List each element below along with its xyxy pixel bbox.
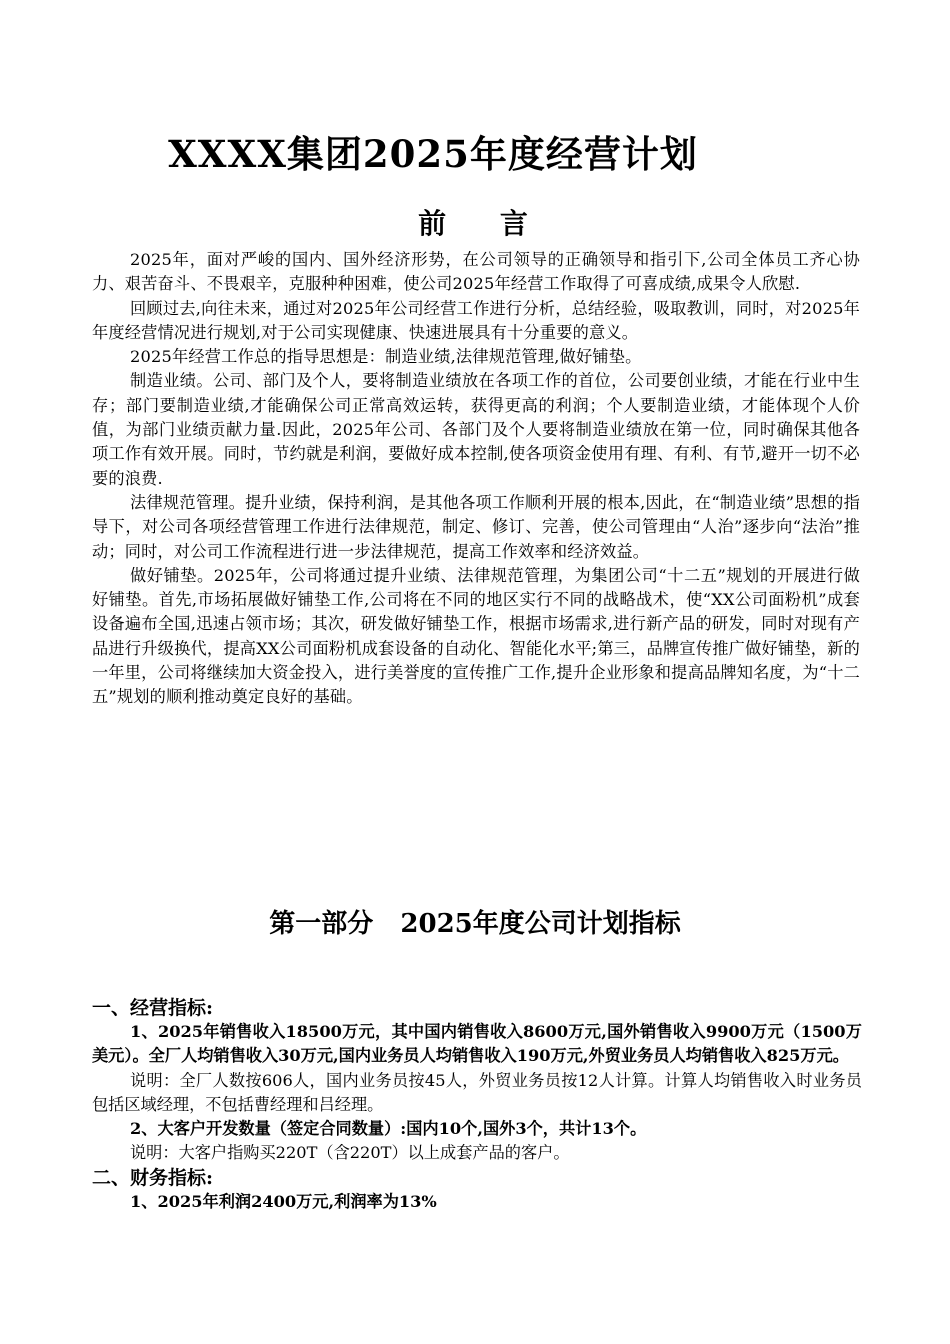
document-title: XXXX集团2025年度经营计划 xyxy=(168,132,698,176)
preface-paragraph: 2025年，面对严峻的国内、国外经济形势，在公司领导的正确领导和指引下,公司全体员工齐心协力、艰苦奋斗、不畏艰辛，克服种种困难，使公司2025年经营工作取得了可喜成绩,成果令人欣慰. xyxy=(92,250,860,294)
key-clients-item: 2、大客户开发数量（签定合同数量）:国内10个,国外3个，共计13个。 xyxy=(130,1119,647,1139)
preface-body xyxy=(92,248,860,710)
sales-note: 说明：全厂人数按606人，国内业务员按45人，外贸业务员按12人计算。计算人均销售收入时业务员包括区域经理，不包括曹经理和吕经理。 xyxy=(92,1070,862,1114)
preface-paragraph: 2025年经营工作总的指导思想是：制造业绩,法律规范管理,做好铺垫。 xyxy=(130,347,642,367)
section-heading: 二、财务指标: xyxy=(92,1166,214,1189)
preface-heading: 前 言 xyxy=(418,207,550,240)
sales-revenue-item: 1、2025年销售收入18500万元，其中国内销售收入8600万元,国外销售收入9900万元（1500万美元）。全厂人均销售收入30万元,国内业务员人均销售收入190万元,外贸业务员人均销售收入825万元。 xyxy=(92,1022,862,1066)
part-one-title: 第一部分 2025年度公司计划指标 xyxy=(269,909,681,939)
preface-paragraph: 制造业绩。公司、部门及个人，要将制造业绩放在各项工作的首位，公司要创业绩，才能在行业中生存；部门要制造业绩,才能确保公司正常高效运转，获得更高的利润；个人要制造业绩，才能体现个人价值，为部门业绩贡献力量.因此，2025年公司、各部门及个人要将制造业绩放在第一位，同时确保其他各项工作有效开展。同时，节约就是利润，要做好成本控制,使各项资金使用有理、有利、有节,避开一切不必要的浪费. xyxy=(92,371,860,488)
preface-paragraph: 法律规范管理。提升业绩，保持利润，是其他各项工作顺利开展的根本,因此，在“制造业绩”思想的指导下，对公司各项经营管理工作进行法律规范，制定、修订、完善，使公司管理由“人治”逐步向“法治”推动；同时，对公司工作流程进行进一步法律规范，提高工作效率和经济效益。 xyxy=(92,492,860,561)
section-business-indicators xyxy=(92,996,862,1214)
section-heading: 一、经营指标: xyxy=(92,997,214,1019)
preface-paragraph: 回顾过去,向往未来，通过对2025年公司经营工作进行分析，总结经验，吸取教训，同时，对2025年年度经营情况进行规划,对于公司实现健康、快速进展具有十分重要的意义。 xyxy=(92,298,860,342)
preface-paragraph: 做好铺垫。2025年，公司将通过提升业绩、法律规范管理，为集团公司“十二五”规划的开展进行做好铺垫。首先,市场拓展做好铺垫工作,公司将在不同的地区实行不同的战略战术，使“XX公司面粉机”成套设备遍布全国,迅速占领市场；其次，研发做好铺垫工作，根据市场需求,进行新产品的研发，同时对现有产品进行升级换代，提高XX公司面粉机成套设备的自动化、智能化水平;第三，品牌宣传推广做好铺垫，新的一年里，公司将继续加大资金投入，进行美誉度的宣传推广工作,提升企业形象和提高品牌知名度，为“十二五”规划的顺利推动奠定良好的基础。 xyxy=(92,565,860,707)
profit-item: 1、2025年利润2400万元,利润率为13% xyxy=(130,1191,437,1211)
key-clients-note: 说明：大客户指购买220T（含220T）以上成套产品的客户。 xyxy=(130,1143,570,1163)
